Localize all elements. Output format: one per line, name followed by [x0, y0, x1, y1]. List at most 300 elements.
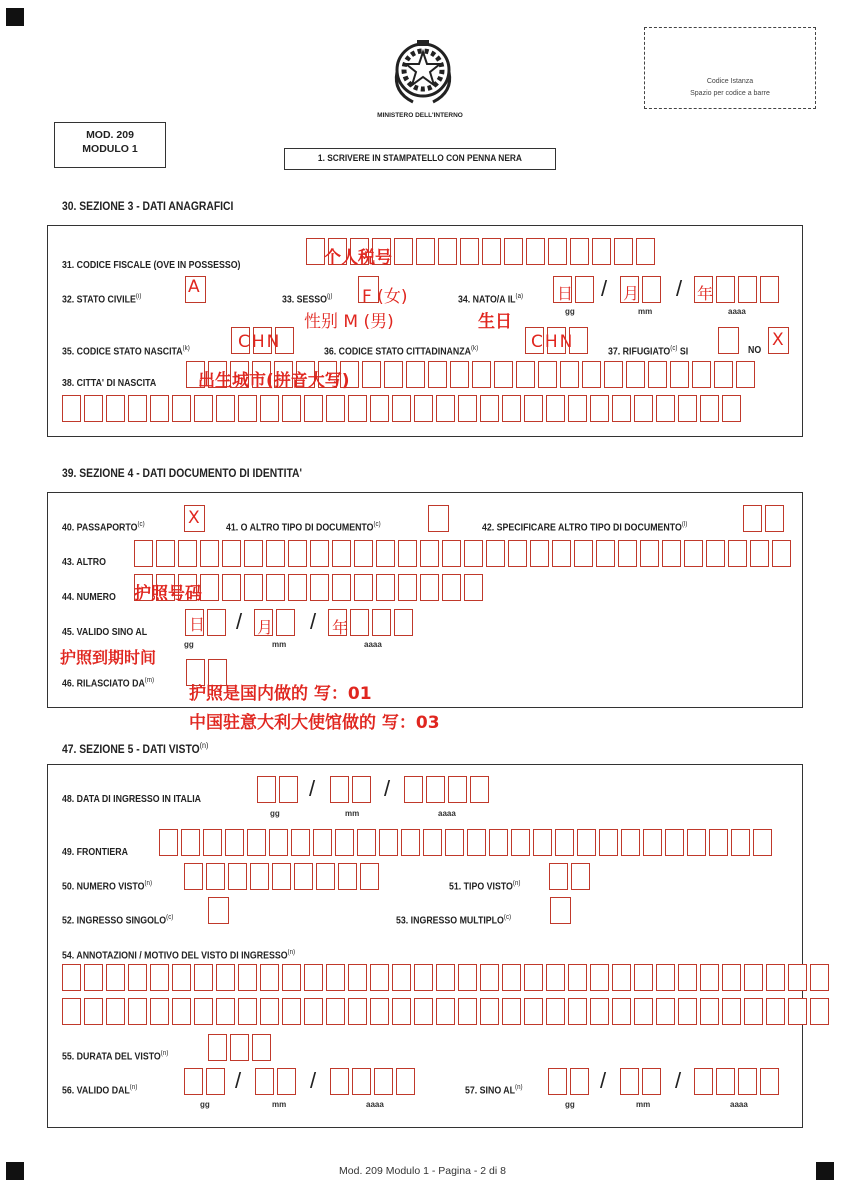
char-box[interactable] [502, 998, 521, 1025]
char-box[interactable] [230, 1034, 249, 1061]
char-box[interactable] [656, 395, 675, 422]
char-box[interactable] [621, 829, 640, 856]
char-box[interactable] [362, 361, 381, 388]
field-34-label: 34. NATO/A IL$^{(a)}$ [458, 293, 524, 306]
annotation-birth-city: 出生城市(拼音大写) [198, 371, 350, 391]
char-box[interactable] [574, 540, 593, 567]
annotations-row2[interactable] [62, 998, 832, 1025]
char-box[interactable] [310, 574, 329, 601]
char-box[interactable] [414, 395, 433, 422]
char-box[interactable] [326, 964, 345, 991]
char-box[interactable] [184, 863, 203, 890]
char-box[interactable] [692, 361, 711, 388]
field-38-label: 38. CITTA' DI NASCITA [62, 378, 157, 389]
char-box[interactable] [718, 327, 739, 354]
field-52-label: 52. INGRESSO SINGOLO$^{(c)}$ [62, 914, 174, 927]
char-box[interactable] [722, 998, 741, 1025]
char-box[interactable] [482, 238, 501, 265]
char-box[interactable] [634, 998, 653, 1025]
altro-boxes[interactable] [134, 540, 794, 567]
char-box[interactable] [414, 964, 433, 991]
char-box[interactable] [670, 361, 689, 388]
char-box[interactable] [420, 540, 439, 567]
char-box[interactable] [172, 964, 191, 991]
single-entry-box[interactable] [208, 897, 232, 924]
char-box[interactable] [398, 574, 417, 601]
char-box[interactable] [568, 964, 587, 991]
char-box[interactable] [416, 238, 435, 265]
char-box[interactable] [266, 540, 285, 567]
char-box[interactable] [398, 540, 417, 567]
char-box[interactable] [376, 540, 395, 567]
char-box[interactable] [330, 1068, 349, 1095]
char-box[interactable] [426, 776, 445, 803]
char-box[interactable] [590, 395, 609, 422]
char-box[interactable] [394, 238, 413, 265]
dd-hint: gg [200, 1100, 210, 1109]
char-box[interactable] [84, 998, 103, 1025]
char-box[interactable] [524, 964, 543, 991]
char-box[interactable] [592, 238, 611, 265]
annotations-row1[interactable] [62, 964, 832, 991]
char-box[interactable] [260, 395, 279, 422]
char-box[interactable] [694, 1068, 713, 1095]
char-box[interactable] [472, 361, 491, 388]
char-box[interactable] [392, 395, 411, 422]
char-box[interactable] [62, 395, 81, 422]
char-box[interactable] [738, 276, 757, 303]
char-box[interactable] [700, 964, 719, 991]
char-box[interactable] [743, 505, 762, 532]
page-footer: Mod. 209 Modulo 1 - Pagina - 2 di 8 [339, 1165, 506, 1177]
char-box[interactable] [516, 361, 535, 388]
char-box[interactable] [436, 964, 455, 991]
field-36-label: 36. CODICE STATO CITTADINANZA$^{(k)}$ [324, 345, 479, 358]
char-box[interactable] [428, 505, 449, 532]
char-box[interactable] [348, 964, 367, 991]
char-box[interactable] [277, 1068, 296, 1095]
valid-to-month-boxes[interactable] [620, 1068, 664, 1095]
annotation-year: 年 [332, 618, 349, 637]
char-box[interactable] [656, 964, 675, 991]
char-box[interactable] [184, 1068, 203, 1095]
char-box[interactable] [678, 964, 697, 991]
visa-duration-boxes[interactable] [208, 1034, 274, 1061]
char-box[interactable] [460, 238, 479, 265]
char-box[interactable] [392, 964, 411, 991]
char-box[interactable] [269, 829, 288, 856]
char-box[interactable] [656, 998, 675, 1025]
char-box[interactable] [260, 998, 279, 1025]
char-box[interactable] [354, 540, 373, 567]
char-box[interactable] [524, 998, 543, 1025]
char-box[interactable] [352, 1068, 371, 1095]
visa-type-boxes[interactable] [549, 863, 593, 890]
char-box[interactable] [348, 998, 367, 1025]
char-box[interactable] [106, 964, 125, 991]
char-box[interactable] [504, 238, 523, 265]
multiple-entry-box[interactable] [550, 897, 574, 924]
char-box[interactable] [172, 998, 191, 1025]
char-box[interactable] [508, 540, 527, 567]
char-box[interactable] [423, 829, 442, 856]
date-slash: / [309, 776, 316, 801]
char-box[interactable] [379, 829, 398, 856]
char-box[interactable] [634, 395, 653, 422]
char-box[interactable] [464, 540, 483, 567]
char-box[interactable] [247, 829, 266, 856]
char-box[interactable] [736, 361, 755, 388]
char-box[interactable] [766, 964, 785, 991]
char-box[interactable] [206, 1068, 225, 1095]
char-box[interactable] [494, 361, 513, 388]
yyyy-hint: aaaa [730, 1100, 748, 1109]
char-box[interactable] [753, 829, 772, 856]
char-box[interactable] [550, 897, 571, 924]
char-box[interactable] [206, 863, 225, 890]
char-box[interactable] [626, 361, 645, 388]
char-box[interactable] [448, 776, 467, 803]
char-box[interactable] [288, 540, 307, 567]
char-box[interactable] [442, 574, 461, 601]
char-box[interactable] [306, 238, 325, 265]
char-box[interactable] [590, 964, 609, 991]
char-box[interactable] [338, 863, 357, 890]
char-box[interactable] [203, 829, 222, 856]
char-box[interactable] [590, 998, 609, 1025]
char-box[interactable] [538, 361, 557, 388]
char-box[interactable] [200, 574, 219, 601]
char-box[interactable] [222, 574, 241, 601]
char-box[interactable] [374, 1068, 393, 1095]
char-box[interactable] [134, 540, 153, 567]
char-box[interactable] [760, 1068, 779, 1095]
char-box[interactable] [106, 998, 125, 1025]
char-box[interactable] [450, 361, 469, 388]
char-box[interactable] [62, 964, 81, 991]
annotation-sex: 性别 M (男) [304, 312, 394, 332]
char-box[interactable] [738, 1068, 757, 1095]
char-box[interactable] [208, 897, 229, 924]
char-box[interactable] [709, 829, 728, 856]
char-box[interactable] [404, 776, 423, 803]
char-box[interactable] [716, 1068, 735, 1095]
char-box[interactable] [62, 998, 81, 1025]
char-box[interactable] [330, 776, 349, 803]
entry-year-boxes[interactable] [404, 776, 492, 803]
annotation-day: 日 [189, 615, 206, 634]
char-box[interactable] [84, 964, 103, 991]
date-slash: / [601, 276, 608, 301]
char-box[interactable] [571, 863, 590, 890]
char-box[interactable] [642, 276, 661, 303]
annotation-month: 月 [623, 284, 640, 303]
char-box[interactable] [810, 998, 829, 1025]
char-box[interactable] [700, 998, 719, 1025]
char-box[interactable] [480, 998, 499, 1025]
char-box[interactable] [480, 964, 499, 991]
char-box[interactable] [575, 276, 594, 303]
char-box[interactable] [316, 863, 335, 890]
char-box[interactable] [706, 540, 725, 567]
char-box[interactable] [612, 964, 631, 991]
valid-from-month-boxes[interactable] [255, 1068, 299, 1095]
char-box[interactable] [470, 776, 489, 803]
char-box[interactable] [582, 361, 601, 388]
char-box[interactable] [406, 361, 425, 388]
char-box[interactable] [332, 540, 351, 567]
char-box[interactable] [524, 395, 543, 422]
char-box[interactable] [326, 395, 345, 422]
char-box[interactable] [414, 998, 433, 1025]
char-box[interactable] [662, 540, 681, 567]
char-box[interactable] [238, 395, 257, 422]
char-box[interactable] [370, 964, 389, 991]
valid-to-day-boxes[interactable] [548, 1068, 592, 1095]
annotation-birthdate: 生日 [478, 312, 512, 332]
char-box[interactable] [568, 395, 587, 422]
char-box[interactable] [486, 540, 505, 567]
char-box[interactable] [172, 395, 191, 422]
char-box[interactable] [200, 540, 219, 567]
char-box[interactable] [194, 395, 213, 422]
char-box[interactable] [216, 395, 235, 422]
char-box[interactable] [772, 540, 791, 567]
entry-day-boxes[interactable] [257, 776, 301, 803]
field-46-label: 46. RILASCIATO DA$^{(m)}$ [62, 677, 155, 690]
char-box[interactable] [467, 829, 486, 856]
char-box[interactable] [208, 1034, 227, 1061]
valid-to-year-boxes[interactable] [694, 1068, 782, 1095]
char-box[interactable] [156, 540, 175, 567]
char-box[interactable] [282, 395, 301, 422]
char-box[interactable] [420, 574, 439, 601]
char-box[interactable] [614, 238, 633, 265]
char-box[interactable] [612, 395, 631, 422]
char-box[interactable] [546, 395, 565, 422]
char-box[interactable] [549, 863, 568, 890]
char-box[interactable] [502, 964, 521, 991]
char-box[interactable] [207, 609, 226, 636]
char-box[interactable] [788, 998, 807, 1025]
char-box[interactable] [376, 574, 395, 601]
char-box[interactable] [266, 574, 285, 601]
char-box[interactable] [700, 395, 719, 422]
char-box[interactable] [128, 998, 147, 1025]
char-box[interactable] [238, 998, 257, 1025]
char-box[interactable] [150, 998, 169, 1025]
char-box[interactable] [394, 609, 413, 636]
char-box[interactable] [548, 238, 567, 265]
char-box[interactable] [731, 829, 750, 856]
char-box[interactable] [372, 609, 391, 636]
char-box[interactable] [370, 395, 389, 422]
char-box[interactable] [618, 540, 637, 567]
char-box[interactable] [181, 829, 200, 856]
char-box[interactable] [643, 829, 662, 856]
char-box[interactable] [760, 276, 779, 303]
other-doc-box[interactable] [428, 505, 452, 532]
char-box[interactable] [640, 540, 659, 567]
char-box[interactable] [636, 238, 655, 265]
char-box[interactable] [684, 540, 703, 567]
char-box[interactable] [255, 1068, 274, 1095]
char-box[interactable] [612, 998, 631, 1025]
char-box[interactable] [577, 829, 596, 856]
char-box[interactable] [335, 829, 354, 856]
corner-mark-top-left [6, 8, 24, 26]
char-box[interactable] [313, 829, 332, 856]
char-box[interactable] [194, 998, 213, 1025]
char-box[interactable] [348, 395, 367, 422]
valid-from-day-boxes[interactable] [184, 1068, 228, 1095]
annotation-birth-country: CHN [238, 332, 282, 352]
char-box[interactable] [546, 964, 565, 991]
char-box[interactable] [401, 829, 420, 856]
char-box[interactable] [150, 395, 169, 422]
char-box[interactable] [552, 540, 571, 567]
char-box[interactable] [228, 863, 247, 890]
char-box[interactable] [678, 395, 697, 422]
char-box[interactable] [392, 998, 411, 1025]
char-box[interactable] [570, 1068, 589, 1095]
visa-number-boxes[interactable] [184, 863, 382, 890]
char-box[interactable] [596, 540, 615, 567]
char-box[interactable] [216, 998, 235, 1025]
char-box[interactable] [428, 361, 447, 388]
char-box[interactable] [436, 998, 455, 1025]
char-box[interactable] [570, 238, 589, 265]
char-box[interactable] [279, 776, 298, 803]
char-box[interactable] [282, 998, 301, 1025]
char-box[interactable] [642, 1068, 661, 1095]
char-box[interactable] [282, 964, 301, 991]
char-box[interactable] [384, 361, 403, 388]
char-box[interactable] [788, 964, 807, 991]
char-box[interactable] [352, 776, 371, 803]
char-box[interactable] [84, 395, 103, 422]
char-box[interactable] [257, 776, 276, 803]
char-box[interactable] [304, 395, 323, 422]
char-box[interactable] [744, 998, 763, 1025]
char-box[interactable] [716, 276, 735, 303]
char-box[interactable] [568, 998, 587, 1025]
char-box[interactable] [722, 964, 741, 991]
char-box[interactable] [526, 238, 545, 265]
char-box[interactable] [511, 829, 530, 856]
char-box[interactable] [350, 609, 369, 636]
char-box[interactable] [178, 540, 197, 567]
char-box[interactable] [548, 1068, 567, 1095]
char-box[interactable] [810, 964, 829, 991]
char-box[interactable] [634, 964, 653, 991]
char-box[interactable] [599, 829, 618, 856]
char-box[interactable] [722, 395, 741, 422]
char-box[interactable] [620, 1068, 639, 1095]
char-box[interactable] [458, 998, 477, 1025]
valid-from-year-boxes[interactable] [330, 1068, 418, 1095]
char-box[interactable] [106, 395, 125, 422]
char-box[interactable] [244, 574, 263, 601]
char-box[interactable] [445, 829, 464, 856]
mm-hint: mm [272, 640, 287, 649]
char-box[interactable] [744, 964, 763, 991]
char-box[interactable] [238, 964, 257, 991]
char-box[interactable] [159, 829, 178, 856]
char-box[interactable] [687, 829, 706, 856]
entry-month-boxes[interactable] [330, 776, 374, 803]
char-box[interactable] [252, 1034, 271, 1061]
char-box[interactable] [332, 574, 351, 601]
char-box[interactable] [464, 574, 483, 601]
char-box[interactable] [326, 998, 345, 1025]
char-box[interactable] [438, 238, 457, 265]
yyyy-hint: aaaa [728, 307, 746, 316]
char-box[interactable] [304, 964, 323, 991]
char-box[interactable] [458, 964, 477, 991]
char-box[interactable] [442, 540, 461, 567]
birth-city-row2[interactable] [62, 395, 744, 422]
char-box[interactable] [396, 1068, 415, 1095]
char-box[interactable] [502, 395, 521, 422]
char-box[interactable] [291, 829, 310, 856]
field-44-label: 44. NUMERO [62, 592, 116, 603]
char-box[interactable] [310, 540, 329, 567]
char-box[interactable] [370, 998, 389, 1025]
char-box[interactable] [665, 829, 684, 856]
char-box[interactable] [222, 540, 241, 567]
char-box[interactable] [357, 829, 376, 856]
char-box[interactable] [216, 964, 235, 991]
char-box[interactable] [546, 998, 565, 1025]
char-box[interactable] [194, 964, 213, 991]
char-box[interactable] [766, 998, 785, 1025]
char-box[interactable] [225, 829, 244, 856]
other-doc-type-boxes[interactable] [743, 505, 787, 532]
char-box[interactable] [533, 829, 552, 856]
char-box[interactable] [530, 540, 549, 567]
char-box[interactable] [272, 863, 291, 890]
char-box[interactable] [458, 395, 477, 422]
char-box[interactable] [250, 863, 269, 890]
char-box[interactable] [288, 574, 307, 601]
char-box[interactable] [294, 863, 313, 890]
char-box[interactable] [480, 395, 499, 422]
char-box[interactable] [560, 361, 579, 388]
refugee-yes-box[interactable] [718, 327, 742, 354]
char-box[interactable] [304, 998, 323, 1025]
char-box[interactable] [354, 574, 373, 601]
char-box[interactable] [128, 964, 147, 991]
char-box[interactable] [648, 361, 667, 388]
char-box[interactable] [765, 505, 784, 532]
char-box[interactable] [489, 829, 508, 856]
char-box[interactable] [678, 998, 697, 1025]
char-box[interactable] [244, 540, 263, 567]
char-box[interactable] [276, 609, 295, 636]
char-box[interactable] [150, 964, 169, 991]
char-box[interactable] [714, 361, 733, 388]
char-box[interactable] [750, 540, 769, 567]
char-box[interactable] [360, 863, 379, 890]
char-box[interactable] [555, 829, 574, 856]
char-box[interactable] [728, 540, 747, 567]
char-box[interactable] [604, 361, 623, 388]
frontier-boxes[interactable] [159, 829, 775, 856]
char-box[interactable] [128, 395, 147, 422]
char-box[interactable] [436, 395, 455, 422]
char-box[interactable] [260, 964, 279, 991]
